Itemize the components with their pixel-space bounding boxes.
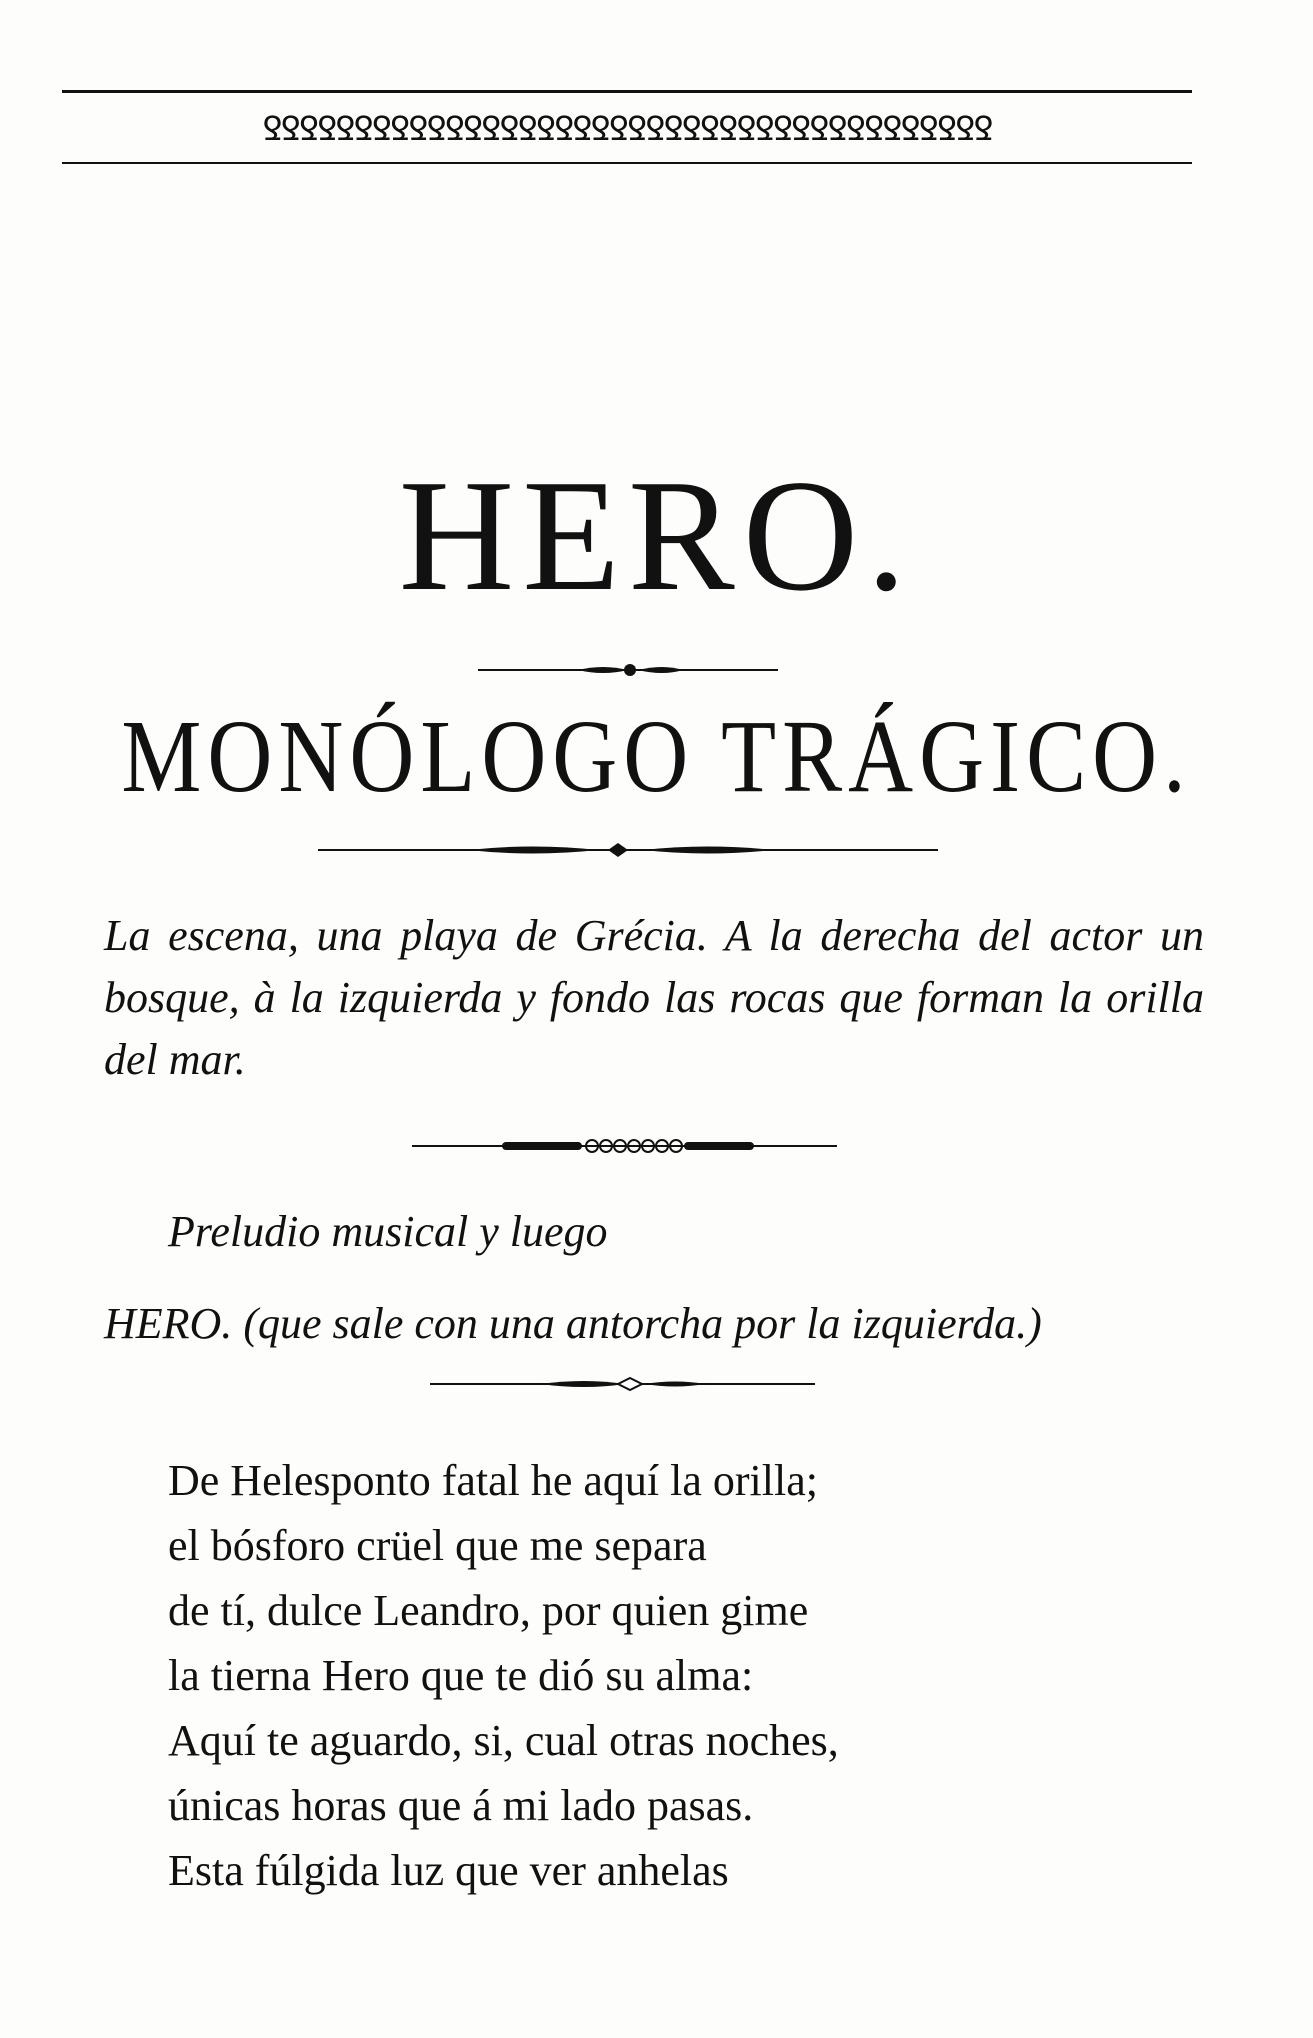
scene-divider [412, 1136, 837, 1156]
verse-block [168, 1448, 839, 1903]
page-subtitle: MONÓLOGO TRÁGICO. [121, 700, 1192, 815]
prelude-line: Preludio musical y luego [168, 1207, 608, 1256]
scene-description: La escena, una playa de Grécia. A la derecha del actor un bosque, à la izquierda y fondo las rocas que forman la orilla del mar. [104, 911, 1204, 1084]
ornament-row: ꝾꝾꝾꝾꝾꝾꝾꝾꝾꝾꝾꝾꝾꝾꝾꝾꝾꝾꝾꝾꝾꝾꝾꝾꝾꝾꝾꝾꝾꝾꝾꝾꝾꝾꝾꝾꝾꝾꝾꝾ [262, 109, 992, 149]
verse-line: únicas horas que á mi lado pasas. [168, 1781, 754, 1830]
title-divider [478, 662, 778, 678]
verse-line: el bósforo crüel que me separa [168, 1521, 707, 1570]
header-top-rule [62, 90, 1192, 93]
verse-line: de tí, dulce Leandro, por quien gime [168, 1586, 809, 1635]
subtitle-divider [318, 840, 938, 860]
stage-divider [430, 1374, 815, 1394]
ornamental-header-band [62, 86, 1192, 176]
page-title: HERO. [398, 446, 915, 624]
speaker-name: HERO. [104, 1299, 233, 1348]
stage-direction-text: (que sale con una antorcha por la izquierda.) [243, 1299, 1042, 1348]
verse-line: Esta fúlgida luz que ver anhelas [168, 1846, 729, 1895]
verse-line: la tierna Hero que te dió su alma: [168, 1651, 754, 1700]
stage-direction [104, 1294, 1204, 1354]
verse-line: De Helesponto fatal he aquí la orilla; [168, 1456, 818, 1505]
verse-line: Aquí te aguardo, si, cual otras noches, [168, 1716, 839, 1765]
header-bottom-rule [62, 162, 1192, 164]
